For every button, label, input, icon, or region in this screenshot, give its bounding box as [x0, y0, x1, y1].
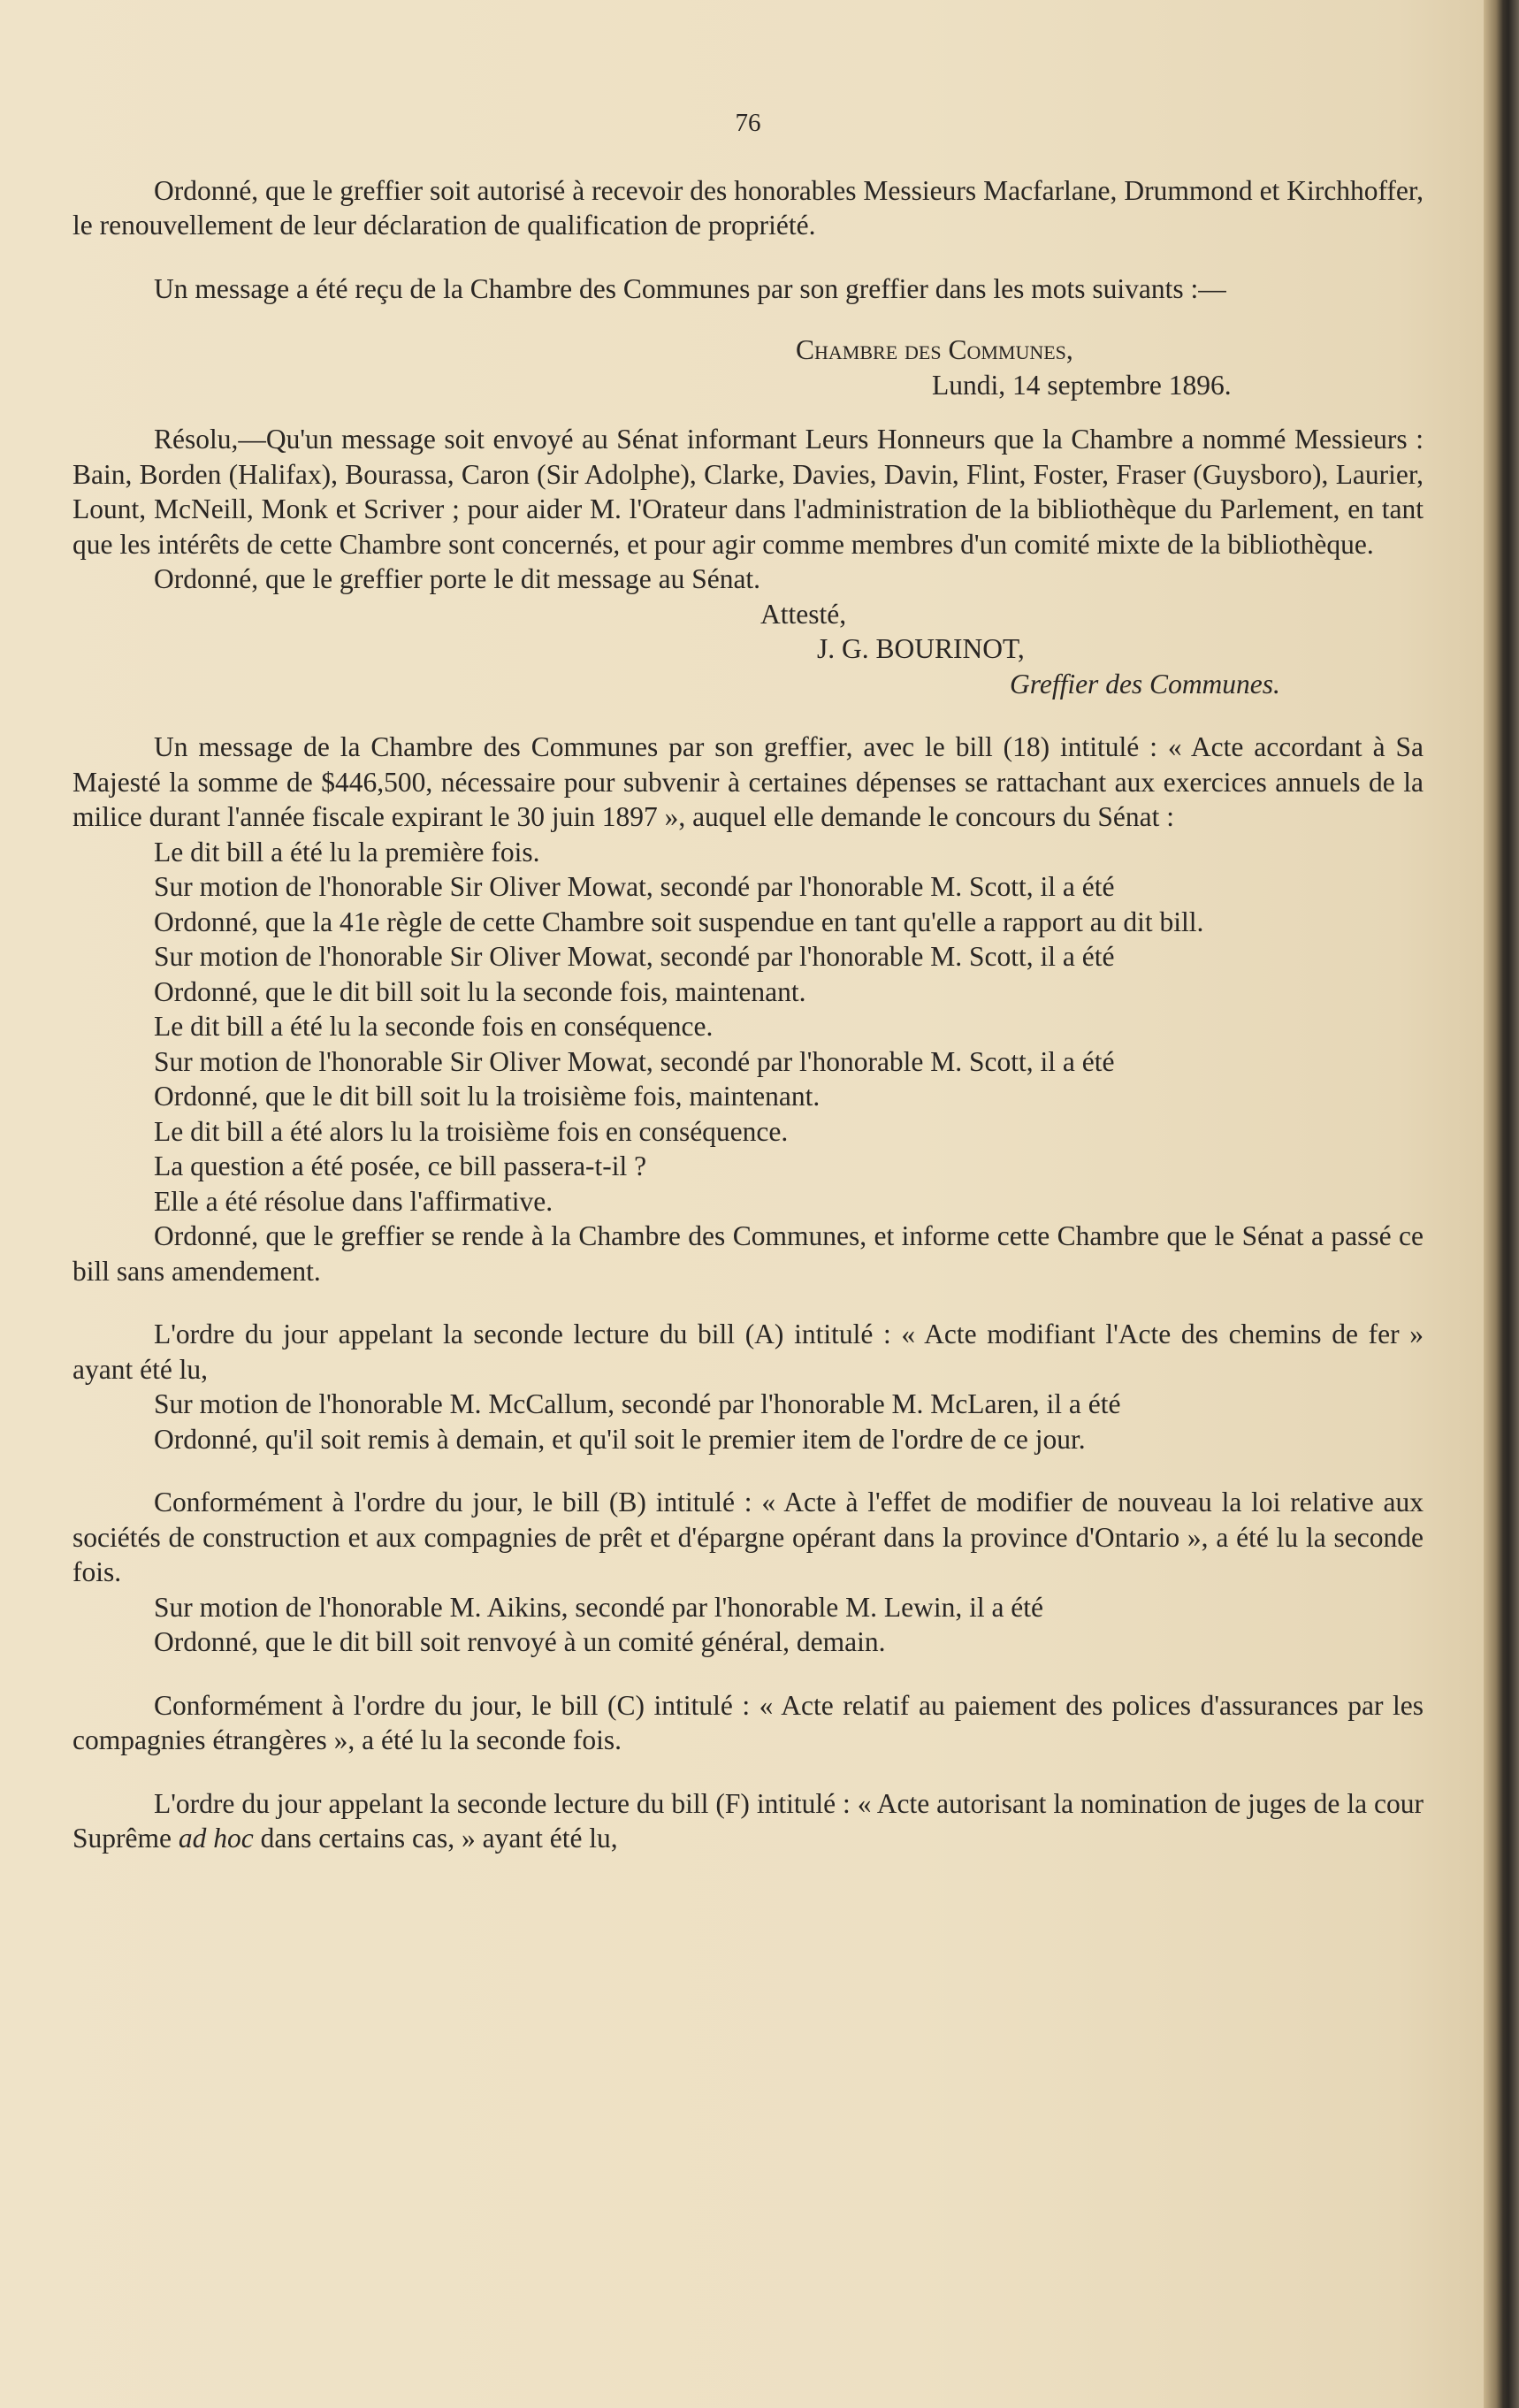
paragraph-message-recu: Un message a été reçu de la Chambre des Communes par son greffier dans les mots suivants :—	[154, 272, 1226, 304]
paragraph-motion-mccallum: Sur motion de l'honorable M. McCallum, secondé par l'honorable M. McLaren, il a été	[154, 1388, 1121, 1419]
bill-f-text-start: L'ordre du jour appelant la seconde lecture du bill (F) intitulé : « Acte autorisant la nomination de juges de la cour Suprême	[73, 1787, 1424, 1854]
paragraph-remis-demain: Ordonné, qu'il soit remis à demain, et qu'il soit le premier item de l'ordre de ce jour.	[154, 1423, 1086, 1455]
page-body	[73, 106, 1424, 1856]
book-spine-shadow	[1484, 0, 1519, 2408]
paragraph-troisieme-lu: Le dit bill a été alors lu la troisième fois en conséquence.	[154, 1115, 789, 1147]
paragraph-ordonne-qualification: Ordonné, que le greffier soit autorisé à recevoir des honorables Messieurs Macfarlane, Drummond et Kirchhoffer, le renouvellement de leur déclaration de qualification de propriété.	[73, 174, 1424, 241]
paragraph-bill-b: Conformément à l'ordre du jour, le bill (B) intitulé : « Acte à l'effet de modifier de nouveau la loi relative aux sociétés de construction et aux compagnies de prêt et d'épargne opérant dans la province d'Ontario », a été lu la seconde fois.	[73, 1487, 1424, 1587]
paragraph-regle-41: Ordonné, que la 41e règle de cette Chambre soit suspendue en tant qu'elle a rapport au dit bill.	[154, 906, 1204, 937]
attest-label: Attesté,	[760, 598, 847, 630]
bill-f-text-end: dans certains cas, » ayant été lu,	[260, 1823, 618, 1854]
signature-name: J. G. BOURINOT,	[817, 633, 1025, 664]
page-number: 76	[735, 109, 761, 137]
header-date: Lundi, 14 septembre 1896.	[932, 369, 1232, 401]
paragraph-seconde-ordonne: Ordonné, que le dit bill soit lu la seconde fois, maintenant.	[154, 975, 806, 1007]
paragraph-question: La question a été posée, ce bill passera-t-il ?	[154, 1150, 647, 1181]
paragraph-troisieme-ordonne: Ordonné, que le dit bill soit lu la troisième fois, maintenant.	[154, 1081, 821, 1112]
signature-title: Greffier des Communes.	[1010, 668, 1280, 699]
bill-f-ad-hoc: ad hoc	[178, 1823, 254, 1854]
paragraph-ordonne-porte: Ordonné, que le greffier porte le dit message au Sénat.	[154, 563, 761, 594]
paragraph-motion-aikins: Sur motion de l'honorable M. Aikins, secondé par l'honorable M. Lewin, il a été	[154, 1591, 1044, 1623]
paragraph-bill-a: L'ordre du jour appelant la seconde lecture du bill (A) intitulé : « Acte modifiant l'Acte des chemins de fer » ayant été lu,	[73, 1319, 1424, 1385]
paragraph-greffier-rende: Ordonné, que le greffier se rende à la Chambre des Communes, et informe cette Chambre que le Sénat a passé ce bill sans amendement.	[73, 1220, 1424, 1287]
paragraph-motion-1: Sur motion de l'honorable Sir Oliver Mowat, secondé par l'honorable M. Scott, il a été	[154, 871, 1115, 902]
paragraph-bill-f	[73, 1786, 1424, 1856]
paragraph-comite-general: Ordonné, que le dit bill soit renvoyé à un comité général, demain.	[154, 1626, 886, 1657]
paragraph-seconde-lu: Le dit bill a été lu la seconde fois en conséquence.	[154, 1011, 714, 1042]
paragraph-affirmative: Elle a été résolue dans l'affirmative.	[154, 1185, 553, 1217]
paragraph-resolu: Résolu,—Qu'un message soit envoyé au Sénat informant Leurs Honneurs que la Chambre a nommé Messieurs : Bain, Borden (Halifax), Bourassa, Caron (Sir Adolphe), Clarke, Davies, Davin, Flint, Foster, Fraser (Guysboro), Laurier, Lount, McNeill, Monk et Scriver ; pour aider M. l'Orateur dans l'administration de la bibliothèque du Parlement, en tant que les intérêts de cette Chambre sont concernés, et pour agir comme membres d'un comité mixte de la bibliothèque.	[73, 424, 1424, 560]
paragraph-bill-18: Un message de la Chambre des Communes par son greffier, avec le bill (18) intitulé : « Acte accordant à Sa Majesté la somme de $446,500, nécessaire pour subvenir à certaines dépenses se rattachant aux exercices annuels de la milice durant l'année fiscale expirant le 30 juin 1897 », auquel elle demande le concours du Sénat :	[73, 731, 1424, 832]
paragraph-motion-2: Sur motion de l'honorable Sir Oliver Mowat, secondé par l'honorable M. Scott, il a été	[154, 941, 1115, 972]
header-chambre: Chambre des Communes,	[796, 334, 1073, 365]
paragraph-premiere-lecture: Le dit bill a été lu la première fois.	[154, 836, 540, 868]
paragraph-bill-c: Conformément à l'ordre du jour, le bill (C) intitulé : « Acte relatif au paiement des polices d'assurances par les compagnies étrangères », a été lu la seconde fois.	[73, 1689, 1424, 1755]
paragraph-motion-3: Sur motion de l'honorable Sir Oliver Mowat, secondé par l'honorable M. Scott, il a été	[154, 1045, 1115, 1077]
